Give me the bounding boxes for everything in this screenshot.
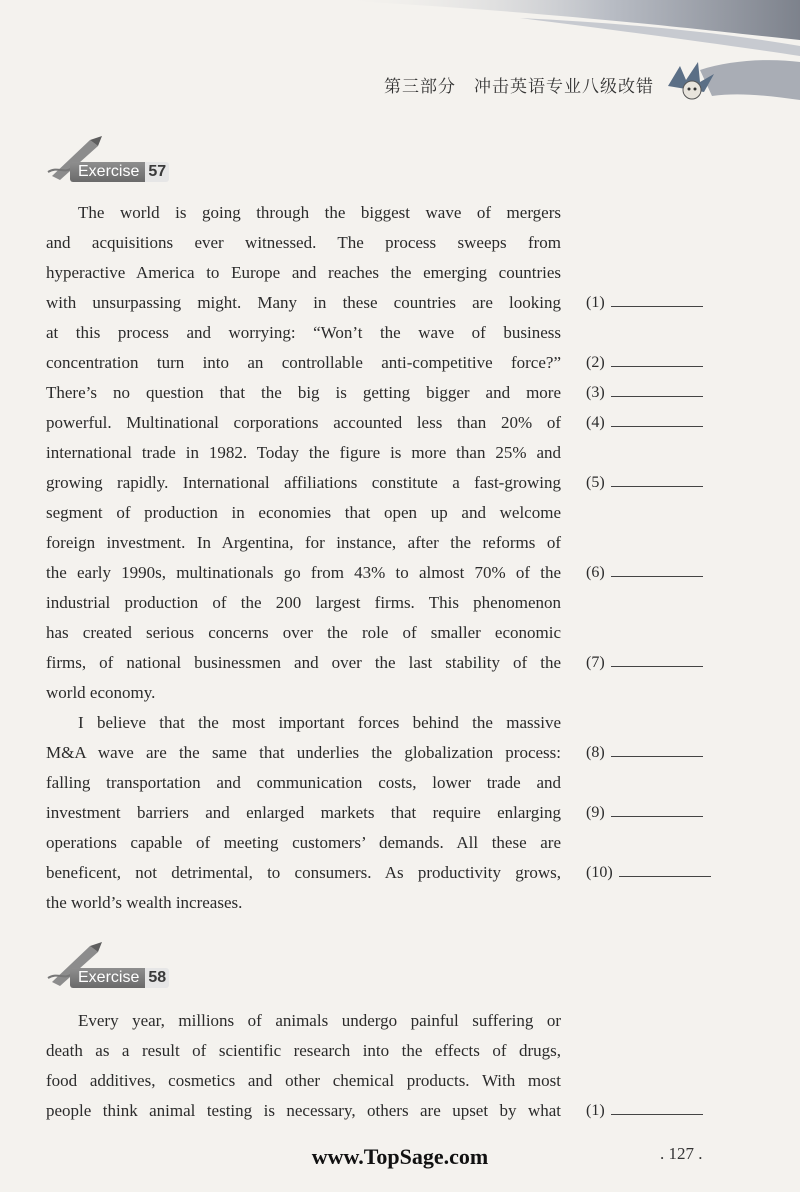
answer-blank[interactable]: (1) <box>586 288 766 318</box>
text-line: investment barriers and enlarged markets that require enlarging (9) <box>46 798 561 828</box>
text-line: There’s no question that the big is getting bigger and more (3) <box>46 378 561 408</box>
text-line: powerful. Multinational corporations accounted less than 20% of (4) <box>46 408 561 438</box>
text-line: with unsurpassing might. Many in these countries are looking (1) <box>46 288 561 318</box>
answer-blank[interactable]: (7) <box>586 648 766 678</box>
exercise-58-heading <box>40 938 210 990</box>
exercise-number: 57 <box>145 162 169 182</box>
text-line: food additives, cosmetics and other chemical products. With most <box>46 1071 561 1090</box>
answer-blank[interactable]: (4) <box>586 408 766 438</box>
exercise-badge <box>70 162 169 182</box>
answer-blank[interactable]: (9) <box>586 798 766 828</box>
text-line: death as a result of scientific research into the effects of drugs, <box>46 1041 561 1060</box>
page-number: . 127 . <box>660 1144 703 1163</box>
text-line: foreign investment. In Argentina, for instance, after the reforms of <box>46 533 561 552</box>
answer-blank[interactable]: (8) <box>586 738 766 768</box>
text-line: has created serious concerns over the role of smaller economic <box>46 623 561 642</box>
text-line: and acquisitions ever witnessed. The process sweeps from <box>46 233 561 252</box>
exercise-58-passage <box>46 1006 605 1126</box>
text-line: I believe that the most important forces behind the massive <box>78 713 561 732</box>
exercise-label: Exercise <box>70 968 145 988</box>
text-line: The world is going through the biggest wave of mergers <box>78 203 561 222</box>
text-line: Every year, millions of animals undergo painful suffering or <box>78 1011 561 1030</box>
text-line: international trade in 1982. Today the figure is more than 25% and <box>46 443 561 462</box>
exercise-number: 58 <box>145 968 169 988</box>
text-line: world economy. <box>46 683 156 702</box>
text-line: firms, of national businessmen and over the last stability of the (7) <box>46 648 561 678</box>
exercise-57-heading <box>40 132 210 184</box>
text-line: at this process and worrying: “Won’t the wave of business <box>46 323 561 342</box>
text-line: the world’s wealth increases. <box>46 893 243 912</box>
text-line: hyperactive America to Europe and reaches the emerging countries <box>46 263 561 282</box>
text-line: growing rapidly. International affiliations constitute a fast-growing (5) <box>46 468 561 498</box>
text-line: concentration turn into an controllable anti-competitive force?” (2) <box>46 348 561 378</box>
text-line: operations capable of meeting customers’ demands. All these are <box>46 833 561 852</box>
chapter-title: 第三部分 冲击英语专业八级改错 <box>384 77 654 97</box>
page-header <box>0 0 800 110</box>
text-line: segment of production in economies that open up and welcome <box>46 503 561 522</box>
text-line: the early 1990s, multinationals go from 43% to almost 70% of the (6) <box>46 558 561 588</box>
cartoon-mascot-icon <box>660 56 720 106</box>
answer-blank[interactable]: (2) <box>586 348 766 378</box>
exercise-label: Exercise <box>70 162 145 182</box>
text-line: beneficent, not detrimental, to consumers. As productivity grows, (10) <box>46 858 561 888</box>
footer-url[interactable]: www.TopSage.com <box>311 1144 489 1169</box>
answer-blank[interactable]: (5) <box>586 468 766 498</box>
answer-blank[interactable]: (3) <box>586 378 766 408</box>
answer-blank[interactable]: (1) <box>586 1096 766 1126</box>
text-line: industrial production of the 200 largest firms. This phenomenon <box>46 593 561 612</box>
text-line: falling transportation and communication costs, lower trade and <box>46 773 561 792</box>
text-line: people think animal testing is necessary, others are upset by what (1) <box>46 1096 561 1126</box>
answer-blank[interactable]: (6) <box>586 558 766 588</box>
answer-blank[interactable]: (10) <box>586 858 766 888</box>
exercise-57-passage <box>46 198 613 918</box>
text-line: M&A wave are the same that underlies the globalization process: (8) <box>46 738 561 768</box>
exercise-badge <box>70 968 169 988</box>
